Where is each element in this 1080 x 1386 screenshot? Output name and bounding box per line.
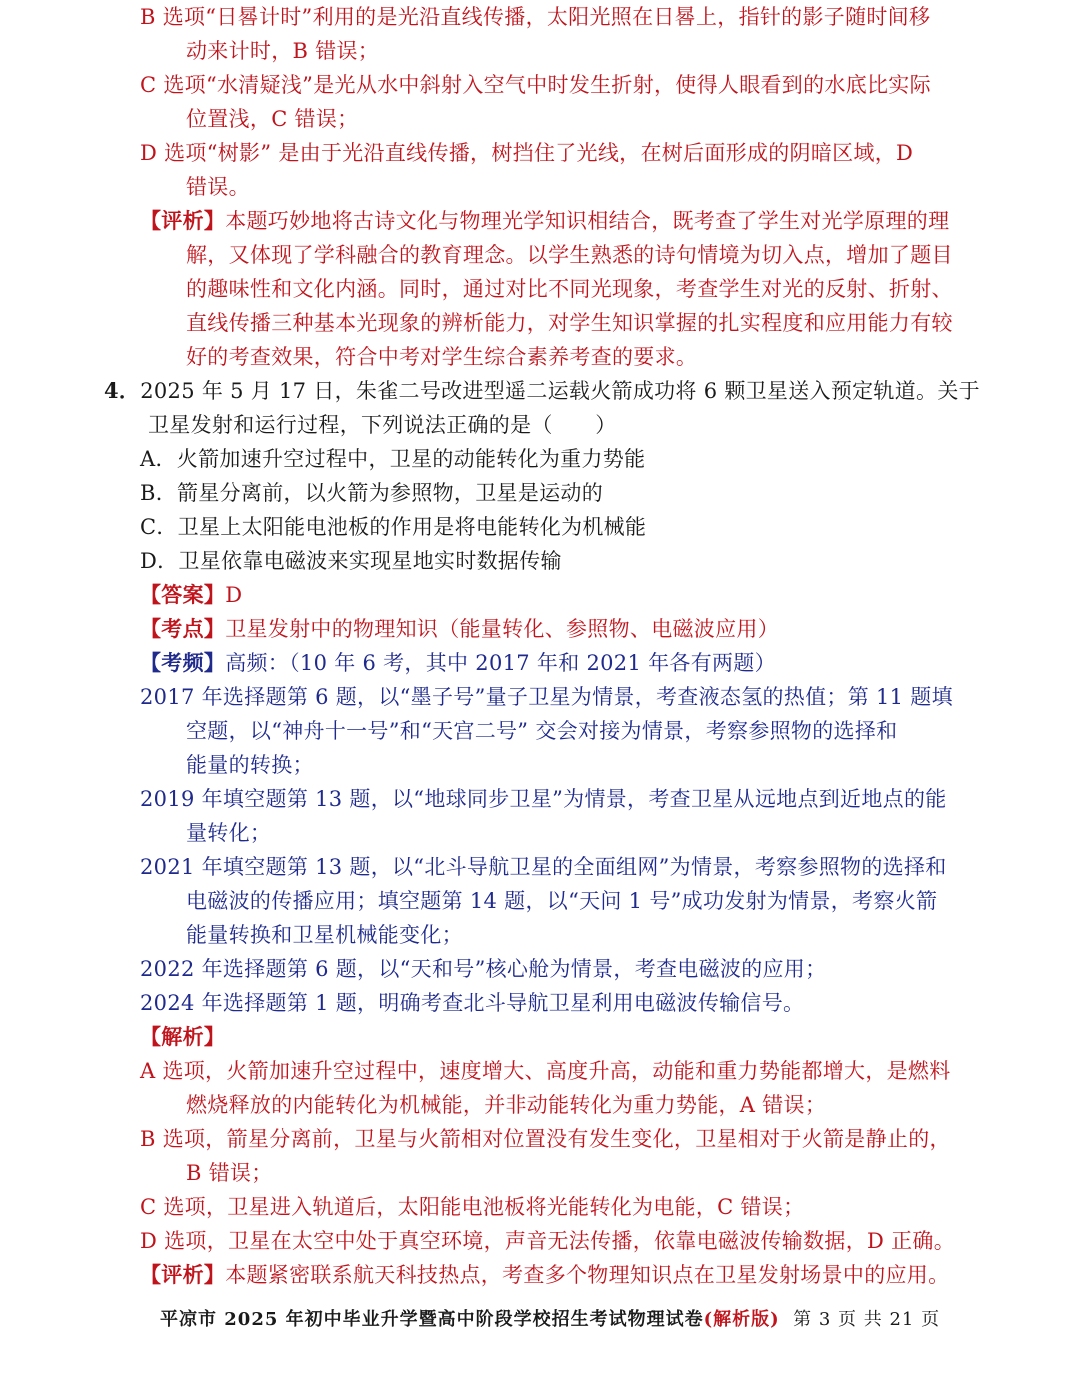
option-b: B．箭星分离前，以火箭为参照物，卫星是运动的 [140,481,604,505]
analysis-b-line2: B 错误； [186,1161,273,1185]
answer-line [140,578,242,612]
exam-point-text: 卫星发射中的物理知识（能量转化、参照物、电磁波应用） [225,617,780,641]
prev-comment-line5: 好的考查效果，符合中考对学生综合素养考查的要求。 [186,345,698,369]
page-footer [160,1305,940,1335]
history-2024: 2024 年选择题第 1 题，明确考查北斗导航卫星利用电磁波传输信号。 [140,991,805,1015]
analysis-c-line1: C 选项，卫星进入轨道后，太阳能电池板将光能转化为电能，C 错误； [140,1195,805,1219]
analysis-tag: 【解析】 [140,1024,226,1049]
frequency-text: 高频：（10 年 6 考，其中 2017 年和 2021 年各有两题） [225,651,776,675]
prev-comment-line1 [140,204,949,238]
answer-value: D [225,583,243,607]
question-4-stem-line2: 卫星发射和运行过程，下列说法正确的是（ ） [148,413,617,437]
question-4-stem-line1 [104,374,980,408]
prev-comment-text1: 本题巧妙地将古诗文化与物理光学知识相结合，既考查了学生对光学原理的理 [225,209,950,233]
prev-option-c-line2: 位置浅，C 错误； [186,107,359,131]
comment-line1 [140,1258,949,1292]
history-2019-line2: 量转化； [186,821,272,845]
prev-comment-line3: 的趣味性和文化内涵。同时，通过对比不同光现象，考查学生对光的反射、折射、 [186,277,953,301]
prev-option-d-line1: D 选项“树影” 是由于光沿直线传播，树挡住了光线，在树后面形成的阴暗区域，D [140,141,914,165]
option-a: A．火箭加速升空过程中，卫星的动能转化为重力势能 [140,447,646,471]
history-2022: 2022 年选择题第 6 题，以“天和号”核心舱为情景，考查电磁波的应用； [140,957,827,981]
footer-title: 平凉市 2025 年初中毕业升学暨高中阶段学校招生考试物理试卷 [160,1309,704,1330]
prev-option-d-line2: 错误。 [186,175,250,199]
comment-tag: 【评析】 [140,1262,226,1287]
history-2017-line3: 能量的转换； [186,753,314,777]
prev-option-b-line2: 动来计时，B 错误； [186,39,380,63]
prev-comment-line4: 直线传播三种基本光现象的辨析能力，对学生知识掌握的扎实程度和应用能力有较 [186,311,953,335]
footer-page-number: 第 3 页 共 21 页 [793,1309,941,1330]
history-2019-line1: 2019 年填空题第 13 题，以“地球同步卫星”为情景，考查卫星从远地点到近地点的能 [140,787,947,811]
prev-comment-line2: 解，又体现了学科融合的教育理念。以学生熟悉的诗句情境为切入点，增加了题目 [186,243,953,267]
question-stem-text1: 2025 年 5 月 17 日，朱雀二号改进型遥二运载火箭成功将 6 颗卫星送入预定轨道。关于 [140,379,980,403]
exam-point-tag: 【考点】 [140,616,226,641]
history-2017-line2: 空题，以“神舟十一号”和“天宫二号” 交会对接为情景，考察参照物的选择和 [186,719,898,743]
comment-text1: 本题紧密联系航天科技热点，考查多个物理知识点在卫星发射场景中的应用。 [225,1263,950,1287]
history-2017-line1: 2017 年选择题第 6 题，以“墨子号”量子卫星为情景，考查液态氢的热值；第 11 题填 [140,685,953,709]
history-2021-line2: 电磁波的传播应用；填空题第 14 题，以“天问 1 号”成功发射为情景，考察火箭 [186,889,938,913]
question-number: 4． [104,378,141,403]
prev-option-b-line1: B 选项“日晷计时”利用的是光沿直线传播，太阳光照在日晷上，指针的影子随时间移 [140,5,931,29]
analysis-tag-line [140,1020,225,1054]
analysis-a-line1: A 选项，火箭加速升空过程中，速度增大、高度升高，动能和重力势能都增大，是燃料 [140,1059,951,1083]
exam-point-line [140,612,779,646]
frequency-tag: 【考频】 [140,650,226,675]
option-d: D．卫星依靠电磁波来实现星地实时数据传输 [140,549,562,573]
answer-tag: 【答案】 [140,582,226,607]
analysis-b-line1: B 选项，箭星分离前，卫星与火箭相对位置没有发生变化，卫星相对于火箭是静止的， [140,1127,951,1151]
footer-edition: (解析版) [703,1309,780,1330]
frequency-line [140,646,776,680]
option-c: C．卫星上太阳能电池板的作用是将电能转化为机械能 [140,515,647,539]
history-2021-line1: 2021 年填空题第 13 题，以“北斗导航卫星的全面组网”为情景，考察参照物的选择和 [140,855,947,879]
analysis-d-line1: D 选项，卫星在太空中处于真空环境，声音无法传播，依靠电磁波传输数据，D 正确。 [140,1229,956,1253]
history-2021-line3: 能量转换和卫星机械能变化； [186,923,463,947]
prev-comment-tag: 【评析】 [140,208,226,233]
analysis-a-line2: 燃烧释放的内能转化为机械能，并非动能转化为重力势能，A 错误； [186,1093,827,1117]
prev-option-c-line1: C 选项“水清疑浅”是光从水中斜射入空气中时发生折射，使得人眼看到的水底比实际 [140,73,931,97]
